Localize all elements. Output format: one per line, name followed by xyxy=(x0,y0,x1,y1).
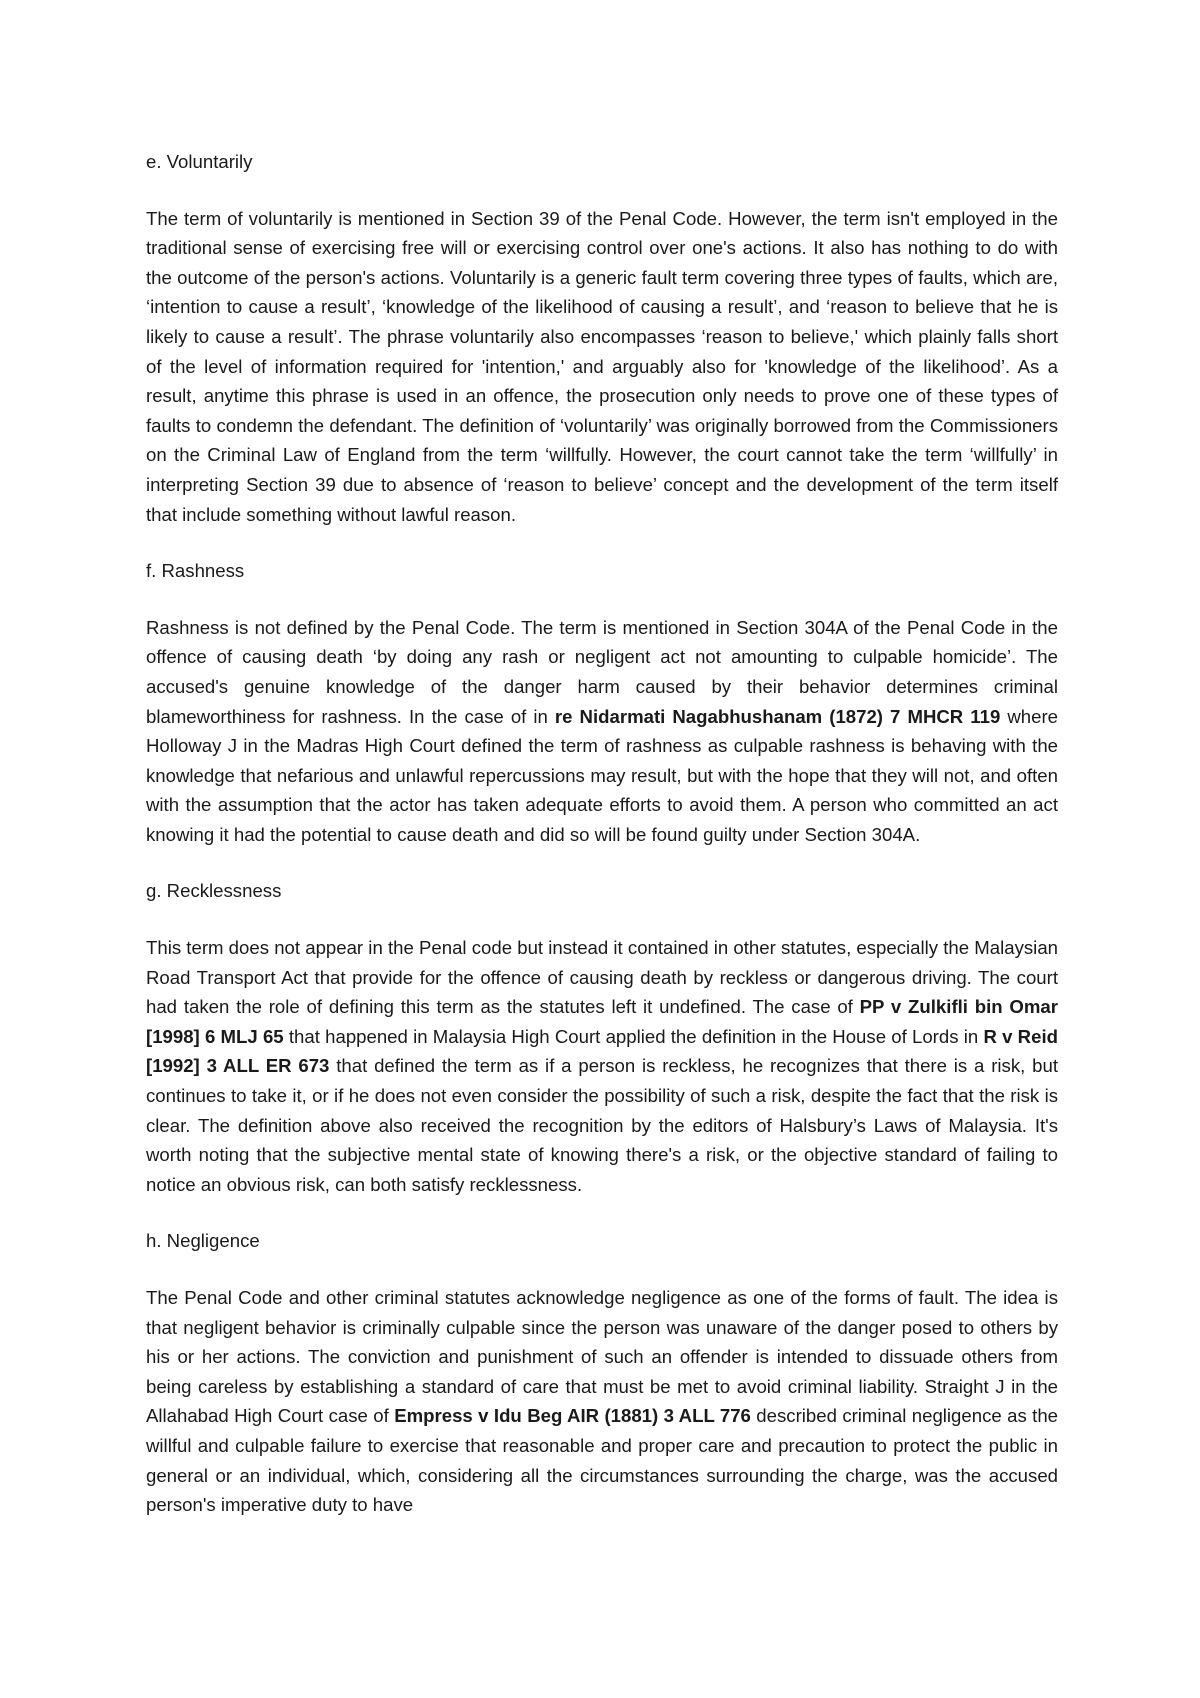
section-heading-voluntarily: e. Voluntarily xyxy=(146,151,253,172)
section-heading-recklessness: g. Recklessness xyxy=(146,880,282,902)
case-citation: re Nidarmati Nagabhushanam (1872) 7 MHCR 119 xyxy=(554,705,1001,727)
paragraph-text: The Penal Code and other criminal statutes acknowledge negligence as one of the forms of fault. The idea is that negligent behavior is criminally culpable since the person was unaware of the danger posed to others by his or her actions. The conviction and punishment of such an offender is intended to dissuade others from being careless by establishing a standard of care that must be met to avoid criminal liability. Straight J in the Allahabad High Court case of xyxy=(146,1287,1058,1427)
paragraph-text: where Holloway J in the Madras High Court defined the term of rashness as culpable rashness is behaving with the knowledge that nefarious and unlawful repercussions may result, but with the hope that they will not, and often with the assumption that the actor has taken adequate efforts to avoid them. A person who committed an act knowing it had the potential to cause death and did so will be found guilty under Section 304A. xyxy=(146,705,1058,845)
section-heading-negligence: h. Negligence xyxy=(146,1230,260,1252)
paragraph-voluntarily xyxy=(146,204,1058,530)
paragraph-text: This term does not appear in the Penal code but instead it contained in other statutes, especially the Malaysian Road Transport Act that provide for the offence of causing death by reckless or dangerous driving. The court had taken the role of defining this term as the statutes left it undefined. The case of xyxy=(146,937,1058,1018)
paragraph-text: The term of voluntarily is mentioned in Section 39 of the Penal Code. However, the term isn't employed in the traditional sense of exercising free will or exercising control over one's actions. It also has nothing to do with the outcome of the person's actions. Voluntarily is a generic fault term covering three types of faults, which are, ‘intention to cause a result’, ‘knowledge of the likelihood of causing a result’, and ‘reason to believe that he is likely to cause a result’. The phrase voluntarily also encompasses ‘reason to believe,' which plainly falls short of the level of information required for 'intention,' and arguably also for 'knowledge of the likelihood’. As a result, anytime this phrase is used in an offence, the prosecution only needs to prove one of these types of faults to condemn the defendant. The definition of ‘voluntarily’ was originally borrowed from the Commissioners on the Criminal Law of England from the term ‘willfully. However, the court cannot take the term ‘willfully’ in interpreting Section 39 due to absence of ‘reason to believe’ concept and the development of the term itself that include something without lawful reason. xyxy=(146,207,1058,525)
paragraph-text: that happened in Malaysia High Court applied the definition in the House of Lords in xyxy=(283,1025,984,1047)
case-citation: R v Reid [1992] 3 ALL ER 673 xyxy=(146,1025,1058,1077)
case-citation: PP v Zulkifli bin Omar [1998] 6 MLJ 65 xyxy=(146,996,1059,1047)
case-citation: Empress v Idu Beg AIR (1881) 3 ALL 776 xyxy=(394,1405,751,1427)
document-page xyxy=(146,147,1058,1520)
paragraph-text: described criminal negligence as the willful and culpable failure to exercise that reasonable and proper care and precaution to protect the public in general or an individual, which, considering all the circumstances surrounding the charge, was the accused person's imperative duty to have xyxy=(146,1405,1059,1516)
section-heading-rashness: f. Rashness xyxy=(146,560,245,582)
paragraph-text: Rashness is not defined by the Penal Code. The term is mentioned in Section 304A of the Penal Code in the offence of causing death ‘by doing any rash or negligent act not amounting to culpable homicide’. The accused's genuine knowledge of the danger harm caused by their behavior determines criminal blameworthiness for rashness. In the case of in xyxy=(146,616,1058,727)
paragraph-rashness xyxy=(146,613,1058,850)
paragraph-text: that defined the term as if a person is reckless, he recognizes that there is a risk, but continues to take it, or if he does not even consider the possibility of such a risk, despite the fact that the risk is clear. The definition above also received the recognition by the editors of Halsbury’s Laws of Malaysia. It's worth noting that the subjective mental state of knowing there's a risk, or the objective standard of failing to notice an obvious risk, can both satisfy recklessness. xyxy=(146,1055,1058,1195)
paragraph-negligence xyxy=(146,1283,1058,1520)
paragraph-recklessness xyxy=(146,933,1058,1199)
